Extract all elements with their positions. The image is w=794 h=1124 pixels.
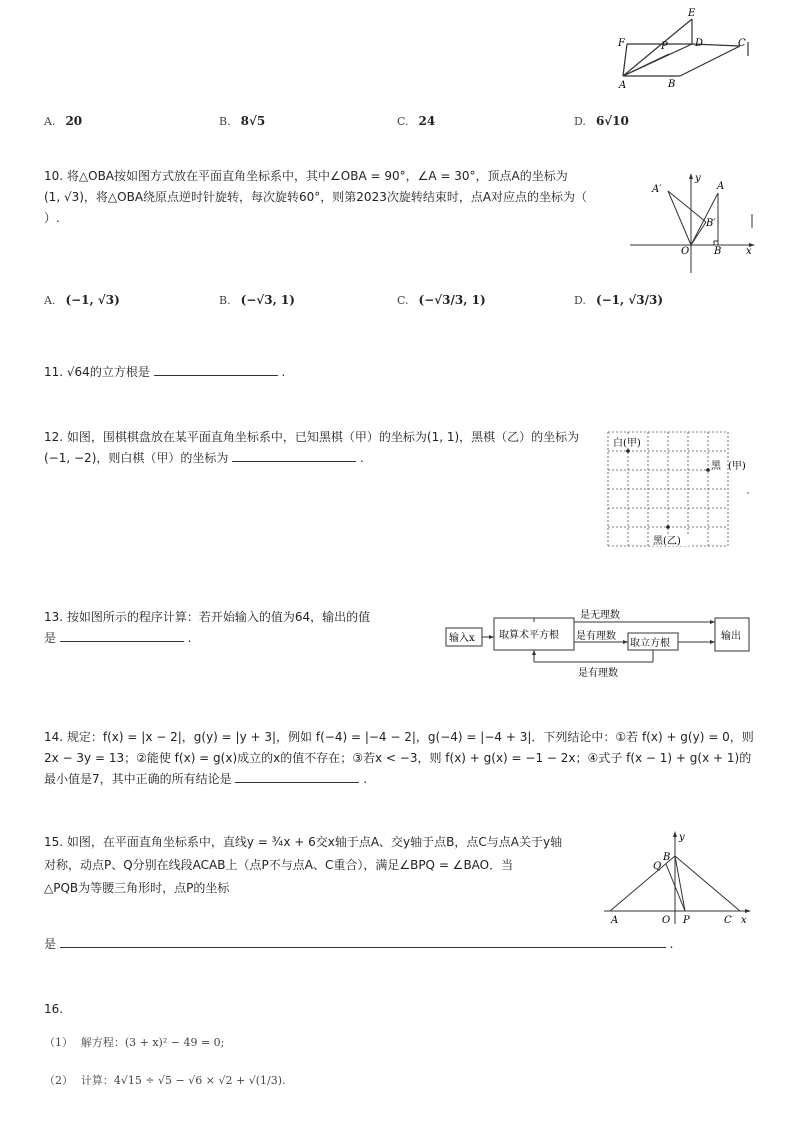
q15-line-1: 15. 如图，在平面直角坐标系中，直线y = ¾x + 6交x轴于点A、交y轴于点B，点C与点A关于y轴 [44, 835, 563, 849]
option-label: A. [44, 294, 56, 307]
fig9-label-e: E [688, 8, 696, 19]
black-stone-yi [666, 525, 670, 529]
fig10-label-a: A [717, 181, 725, 192]
q13-line-2: 是 [44, 631, 57, 645]
q15-stem [44, 831, 604, 900]
option-label: C. [397, 115, 409, 128]
option-label: D. [574, 294, 586, 307]
q13-suffix: . [187, 631, 192, 645]
option-value: 6√10 [595, 114, 629, 128]
q10-option-d[interactable] [574, 293, 663, 307]
flow-label-irrational: 是无理数 [580, 610, 620, 621]
q13-answer-blank[interactable] [60, 629, 184, 642]
fig15-label-o: O [662, 915, 671, 924]
q9-option-c[interactable] [397, 114, 435, 128]
fig15-label-q: Q [653, 861, 662, 872]
q14-stem [44, 727, 764, 790]
fig15-label-b: B [663, 852, 671, 863]
q9-option-a[interactable] [44, 114, 82, 128]
fig12-label-white-jia: 白(甲) [613, 438, 641, 449]
q9-option-d[interactable] [574, 114, 629, 128]
fig10-label-a-prime: A′ [652, 184, 662, 195]
fig9-label-a: A [619, 80, 627, 91]
q10-line-2: (1, √3)，将△OBA绕原点逆时针旋转，每次旋转60°，则第2023次旋转结束时，点A对应点的坐标为（ [44, 190, 588, 204]
fig9-label-b: B [668, 79, 676, 90]
fig9-label-f: F [618, 38, 625, 49]
fig9-label-c: C [738, 38, 746, 49]
flow-label-rational-2: 是有理数 [578, 668, 618, 679]
q15-answer-line [44, 934, 674, 955]
flow-cbrt-box: 取立方根 [630, 638, 670, 649]
fig12-label-black-jia-tail: (甲) [728, 461, 746, 472]
q12-suffix: . [360, 451, 364, 465]
option-label: B. [219, 294, 231, 307]
q14-suffix: . [363, 772, 368, 786]
option-value: (−√3/3, 1) [418, 293, 486, 307]
q15-answer-blank[interactable] [60, 935, 666, 948]
q12-line-1: 12. 如图，围棋棋盘放在某平面直角坐标系中，已知黑棋（甲）的坐标为(1, 1)，黑棋（乙）的坐标为 [44, 430, 580, 444]
q15-suffix: . [669, 937, 674, 951]
q14-line-2: 2x − 3y = 13；②能使 f(x) = g(x)成立的x的值不存在；③若x < −3，则 f(x) + g(x) = −1 − 2x；④式子 f(x − 1) + g(x + 1)的 [44, 751, 752, 765]
q16-part-2 [44, 1072, 286, 1088]
fig15-label-a: A [611, 915, 619, 924]
option-value: (−1, √3/3) [595, 293, 664, 307]
q11-suffix: . [281, 365, 286, 379]
q12-go-board [606, 430, 756, 552]
q16-part-1-text: 解方程：(3 + x)² − 49 = 0; [80, 1036, 225, 1049]
q10-line-1: 10. 将△OBA按如图方式放在平面直角坐标系中，其中∠OBA = 90°，∠A = 30°，顶点A的坐标为 [44, 169, 568, 183]
q12-stem [44, 427, 604, 469]
q11-answer-blank[interactable] [154, 363, 278, 376]
q10-line-3: ）. [44, 211, 60, 225]
q10-option-b[interactable] [219, 293, 295, 307]
fig10-label-b-prime: B′ [706, 218, 716, 229]
q10-figure [630, 168, 756, 276]
white-stone-jia [626, 449, 630, 453]
option-value: (−1, √3) [65, 293, 120, 307]
q10-stem [44, 166, 614, 229]
q10-option-a[interactable] [44, 293, 120, 307]
fig12-label-black-jia: 黑 [711, 461, 721, 472]
q11-text: 11. √64的立方根是 [44, 365, 150, 379]
q16-part-1-label: （1） [44, 1036, 73, 1049]
q15-figure [600, 828, 754, 924]
fig15-label-x: x [741, 915, 747, 924]
black-stone-jia [706, 468, 710, 472]
q13-stem [44, 607, 444, 649]
flow-sqrt-box: 取算术平方根 [499, 630, 559, 641]
fig10-label-x: x [746, 246, 752, 257]
fig9-label-d: D [695, 38, 704, 49]
q15-line-4: 是 [44, 937, 57, 951]
q14-answer-blank[interactable] [235, 770, 359, 783]
flow-label-rational-1: 是有理数 [576, 631, 616, 642]
fig10-label-y: y [695, 173, 701, 184]
q11-stem [44, 362, 285, 383]
fig15-label-c: C [724, 915, 732, 924]
flow-output-box: 输出 [721, 631, 741, 642]
fig15-label-y: y [679, 832, 685, 843]
q9-figure [612, 6, 762, 92]
flow-input-box: 输入x [449, 633, 475, 644]
q16-part-1 [44, 1034, 224, 1050]
q16-part-2-label: （2） [44, 1074, 73, 1087]
q10-option-c[interactable] [397, 293, 486, 307]
fig10-label-o: O [681, 246, 690, 257]
q13-flowchart [444, 604, 756, 684]
fig10-label-b: B [714, 246, 722, 257]
fig12-label-black-yi: 黑(乙) [653, 536, 681, 547]
option-label: C. [397, 294, 409, 307]
q13-line-1: 13. 按如图所示的程序计算：若开始输入的值为64，输出的值 [44, 610, 371, 624]
q9-option-b[interactable] [219, 114, 265, 128]
q15-line-2: 对称，动点P、Q分别在线段ACAB上（点P不与点A、C重合），满足∠BPQ = ∠BAO．当 [44, 858, 514, 872]
q15-line-3: △PQB为等腰三角形时，点P的坐标 [44, 881, 230, 895]
q14-line-1: 14. 规定：f(x) = |x − 2|，g(y) = |y + 3|，例如 f(−4) = |−4 − 2|，g(−4) = |−4 + 3|．下列结论中：①若 f(x) + g(y) = 0，则 [44, 730, 754, 744]
q16-part-2-text: 计算：4√15 ÷ √5 − √6 × √2 + √(1/3). [80, 1074, 286, 1087]
option-value: (−√3, 1) [240, 293, 295, 307]
q16-number: 16. [44, 1002, 64, 1016]
fig9-label-p: P [661, 41, 668, 52]
option-label: A. [44, 115, 56, 128]
option-label: D. [574, 115, 586, 128]
option-value: 8√5 [240, 114, 266, 128]
fig15-label-p: P [683, 915, 690, 924]
option-value: 20 [65, 114, 83, 128]
q12-line-2: (−1, −2)，则白棋（甲）的坐标为 [44, 451, 229, 465]
q14-line-3: 最小值是7，其中正确的所有结论是 [44, 772, 232, 786]
option-value: 24 [418, 114, 436, 128]
q12-answer-blank[interactable] [232, 449, 356, 462]
option-label: B. [219, 115, 231, 128]
